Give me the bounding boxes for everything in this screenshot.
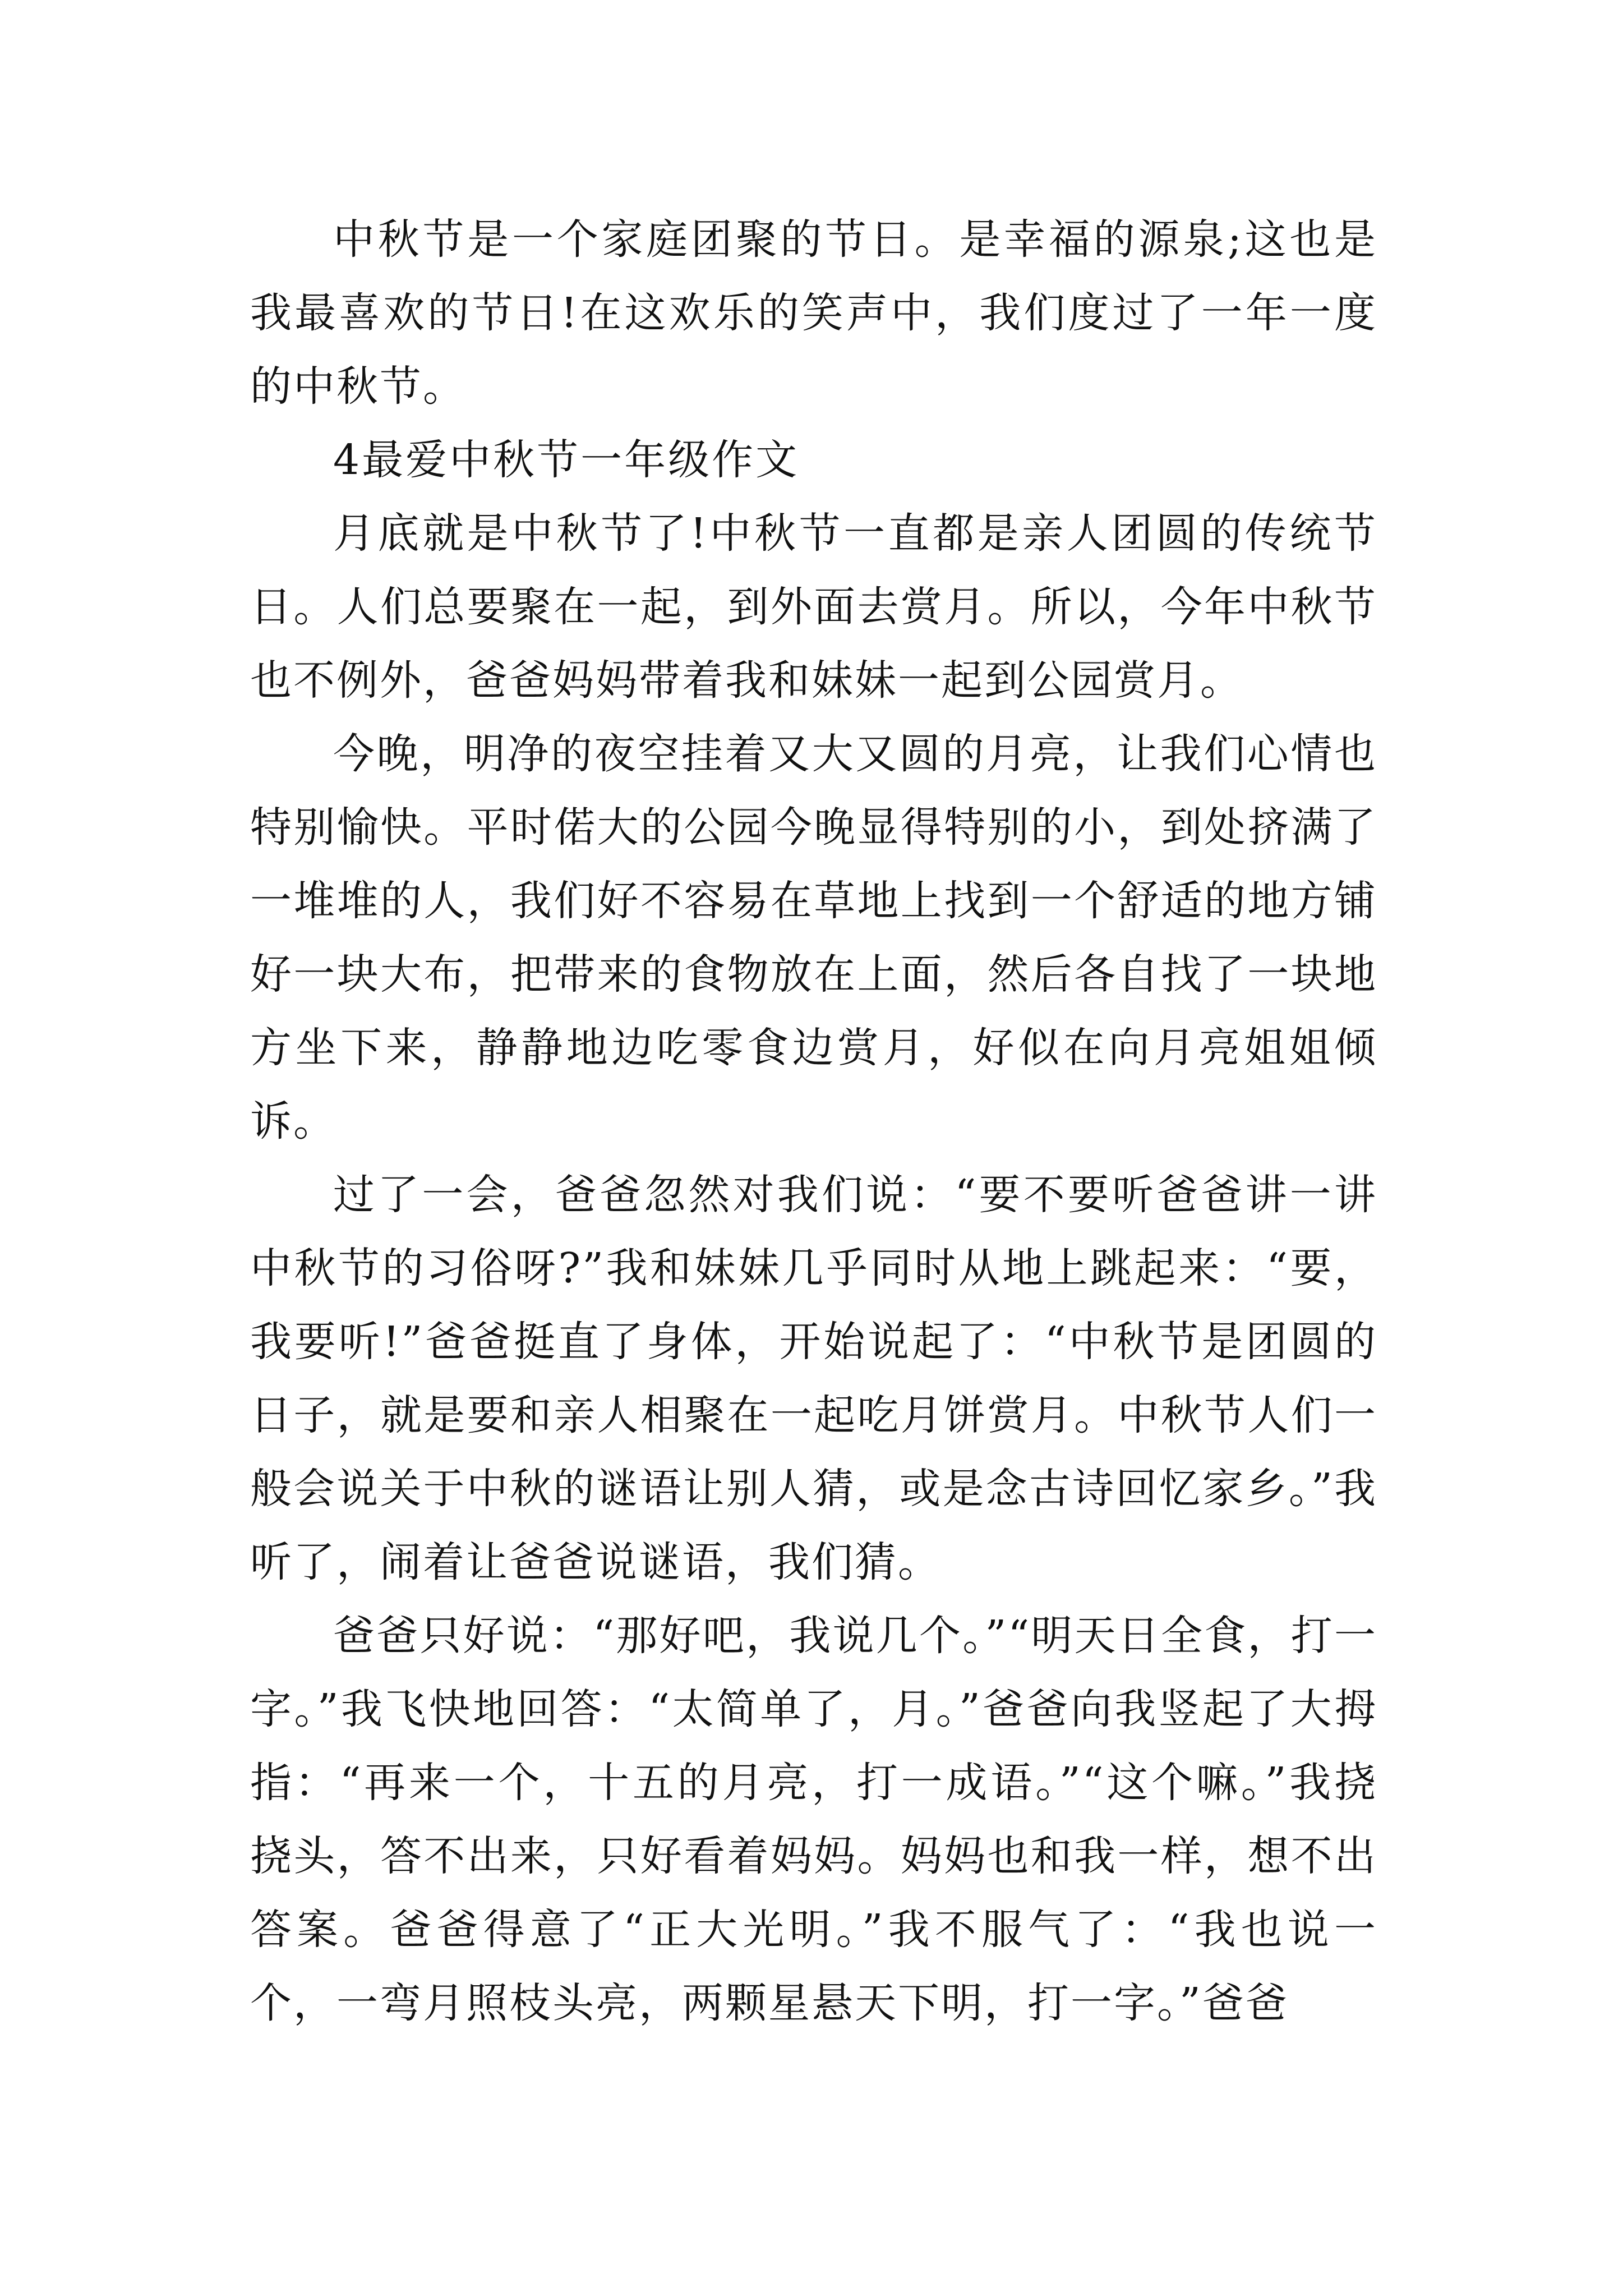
paragraph-tonight: 今晚，明净的夜空挂着又大又圆的月亮，让我们心情也特别愉快。平时偌大的公园今晚显得特别的小，到处挤满了一堆堆的人，我们好不容易在草地上找到一个舒适的地方铺好一块大布，把带来的食物放在上面，然后各自找了一块地方坐下来，静静地边吃零食边赏月，好似在向月亮姐姐倾诉。 — [250, 730, 1377, 1145]
paragraph-month-end: 月底就是中秋节了!中秋节一直都是亲人团圆的传统节日。人们总要聚在一起，到外面去赏月。所以，今年中秋节也不例外，爸爸妈妈带着我和妹妹一起到公园赏月。 — [250, 509, 1377, 705]
document-body — [250, 203, 1377, 2040]
paragraph-festival-summary: 中秋节是一个家庭团聚的节日。是幸福的源泉;这也是我最喜欢的节日!在这欢乐的笑声中，我们度过了一年一度的中秋节。 — [250, 215, 1377, 411]
essay-heading: 4最爱中秋节一年级作文 — [333, 436, 800, 484]
paragraph-customs: 过了一会，爸爸忽然对我们说：“要不要听爸爸讲一讲中秋节的习俗呀?”我和妹妹几乎同时从地上跳起来：“要，我要听!”爸爸挺直了身体，开始说起了：“中秋节是团圆的日子，就是要和亲人相聚在一起吃月饼赏月。中秋节人们一般会说关于中秋的谜语让别人猜，或是念古诗回忆家乡。”我听了，闹着让爸爸说谜语，我们猜。 — [250, 1171, 1377, 1586]
paragraph-riddles: 爸爸只好说：“那好吧，我说几个。”“明天日全食，打一字。”我飞快地回答：“太简单了，月。”爸爸向我竖起了大拇指：“再来一个，十五的月亮，打一成语。”“这个嘛。”我挠挠头，答不出来，只好看着妈妈。妈妈也和我一样，想不出答案。爸爸得意了“正大光明。”我不服气了：“我也说一个，一弯月照枝头亮，两颗星悬天下明，打一字。”爸爸 — [250, 1612, 1377, 2027]
